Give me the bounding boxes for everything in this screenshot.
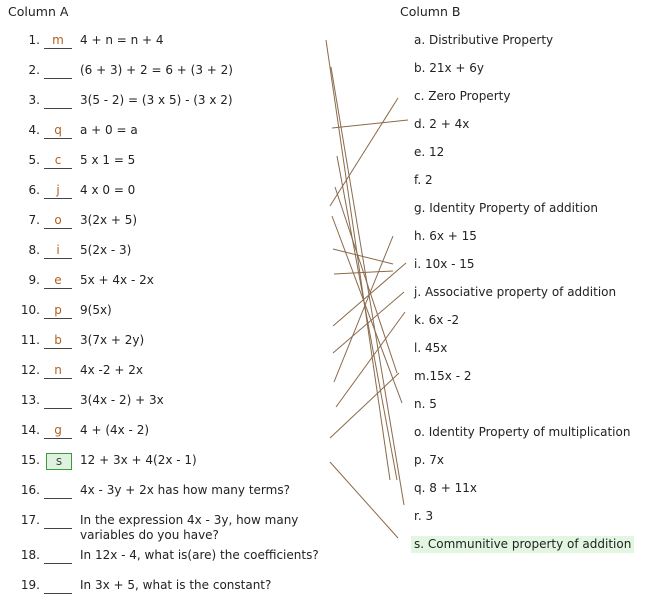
answer-choice: i. 10x - 15	[414, 257, 475, 271]
question-number: 9.	[28, 273, 40, 287]
answer-blank[interactable]: i	[44, 243, 72, 259]
question-number: 16.	[20, 483, 40, 497]
match-line	[330, 373, 399, 438]
answer-blank[interactable]: q	[44, 123, 72, 139]
question-number: 2.	[28, 63, 40, 77]
answer-blank[interactable]: e	[44, 273, 72, 289]
answer-blank[interactable]	[44, 578, 72, 594]
answer-blank[interactable]	[44, 548, 72, 564]
question-number: 19.	[20, 578, 40, 592]
answer-choice: l. 45x	[414, 341, 448, 355]
question-number: 4.	[28, 123, 40, 137]
question-text: 5x + 4x - 2x	[80, 273, 154, 287]
answer-blank[interactable]	[44, 483, 72, 499]
question-text: In 3x + 5, what is the constant?	[80, 578, 272, 592]
answer-blank[interactable]: n	[44, 363, 72, 379]
question-number: 12.	[20, 363, 40, 377]
answer-choice: s. Communitive property of addition	[411, 536, 634, 553]
question-text: a + 0 = a	[80, 123, 138, 137]
answer-blank[interactable]	[44, 63, 72, 79]
question-number: 15.	[20, 453, 40, 467]
question-text: 5(2x - 3)	[80, 243, 132, 257]
answer-blank[interactable]	[44, 513, 72, 529]
match-line	[335, 187, 397, 373]
column-b-header: Column B	[400, 4, 461, 19]
answer-choice: p. 7x	[414, 453, 444, 467]
question-text: 4 x 0 = 0	[80, 183, 136, 197]
question-number: 1.	[28, 33, 40, 47]
question-text: 4 + (4x - 2)	[80, 423, 150, 437]
answer-choice: b. 21x + 6y	[414, 61, 485, 75]
match-line	[336, 312, 405, 407]
answer-blank[interactable]: o	[44, 213, 72, 229]
match-line	[332, 120, 408, 128]
question-text: 3(5 - 2) = (3 x 5) - (3 x 2)	[80, 93, 233, 107]
question-text: 4x - 3y + 2x has how many terms?	[80, 483, 290, 497]
answer-choice: g. Identity Property of addition	[414, 201, 598, 215]
question-number: 6.	[28, 183, 40, 197]
answer-choice: k. 6x -2	[414, 313, 460, 327]
answer-choice: j. Associative property of addition	[414, 285, 617, 299]
question-text: 3(4x - 2) + 3x	[80, 393, 164, 407]
match-line	[337, 156, 397, 480]
question-number: 17.	[20, 513, 40, 527]
answer-blank[interactable]: c	[44, 153, 72, 169]
answer-choice: e. 12	[414, 145, 445, 159]
answer-choice: q. 8 + 11x	[414, 481, 477, 495]
answer-choice: o. Identity Property of multiplication	[414, 425, 631, 439]
question-number: 18.	[20, 548, 40, 562]
question-number: 7.	[28, 213, 40, 227]
question-text: (6 + 3) + 2 = 6 + (3 + 2)	[80, 63, 233, 77]
question-number: 13.	[20, 393, 40, 407]
question-text: 9(5x)	[80, 303, 112, 317]
question-number: 11.	[20, 333, 40, 347]
question-text: 3(7x + 2y)	[80, 333, 145, 347]
answer-blank[interactable]: b	[44, 333, 72, 349]
answer-blank[interactable]: p	[44, 303, 72, 319]
match-line	[330, 462, 398, 538]
answer-choice: r. 3	[414, 509, 434, 523]
answer-blank[interactable]: m	[44, 33, 72, 49]
match-line	[333, 292, 404, 353]
answer-blank[interactable]: g	[44, 423, 72, 439]
question-text-line2: variables do you have?	[80, 528, 219, 542]
question-text: In 12x - 4, what is(are) the coefficients?	[80, 548, 319, 562]
question-text: 4 + n = n + 4	[80, 33, 164, 47]
match-line	[330, 98, 398, 206]
question-text: 12 + 3x + 4(2x - 1)	[80, 453, 197, 467]
question-text: 5 x 1 = 5	[80, 153, 136, 167]
answer-choice: n. 5	[414, 397, 437, 411]
question-number: 14.	[20, 423, 40, 437]
question-number: 10.	[20, 303, 40, 317]
question-number: 5.	[28, 153, 40, 167]
match-line	[332, 216, 402, 403]
answer-blank[interactable]: j	[44, 183, 72, 199]
question-text: 4x -2 + 2x	[80, 363, 143, 377]
question-number: 3.	[28, 93, 40, 107]
answer-choice: a. Distributive Property	[414, 33, 554, 47]
answer-choice: m.15x - 2	[414, 369, 472, 383]
answer-choice: f. 2	[414, 173, 433, 187]
column-a-header: Column A	[8, 4, 69, 19]
answer-choice: c. Zero Property	[414, 89, 511, 103]
match-line	[326, 40, 390, 480]
question-text: 3(2x + 5)	[80, 213, 138, 227]
answer-blank[interactable]: s	[46, 453, 72, 470]
question-number: 8.	[28, 243, 40, 257]
answer-choice: h. 6x + 15	[414, 229, 477, 243]
answer-choice: d. 2 + 4x	[414, 117, 470, 131]
question-text: In the expression 4x - 3y, how many	[80, 513, 299, 527]
answer-blank[interactable]	[44, 393, 72, 409]
answer-blank[interactable]	[44, 93, 72, 109]
